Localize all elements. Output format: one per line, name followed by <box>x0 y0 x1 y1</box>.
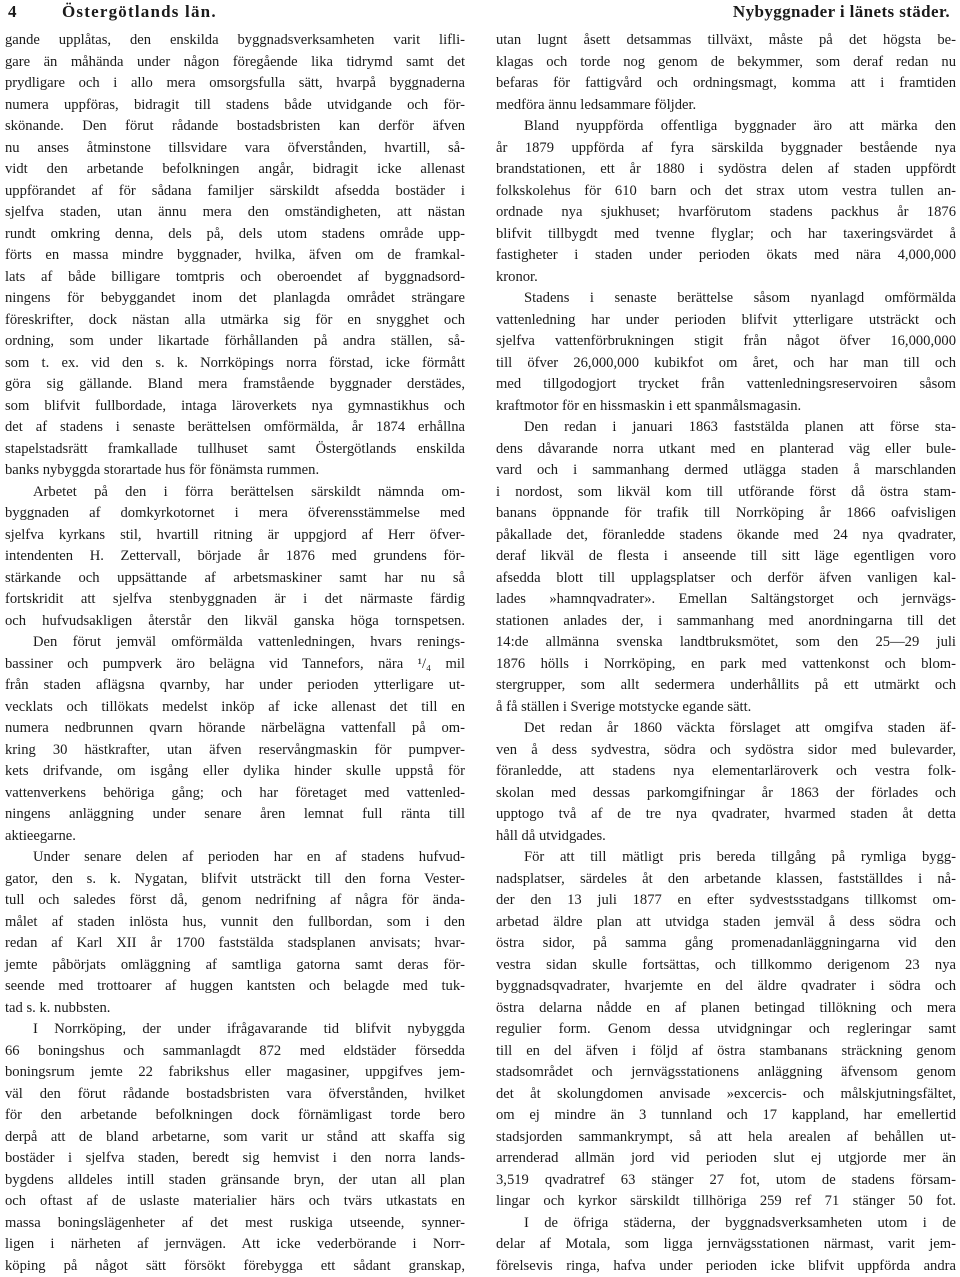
right-column-text-line: lingar och kyrkor särskildt tillhöriga 259 ref 71 stänger 50 fot. <box>496 1191 956 1213</box>
left-column-text-line: kring 30 hästkrafter, utan äfven reservångmaskin för pumpver- <box>5 740 465 762</box>
right-column-text-line: ven å dess sydvestra, södra och sydöstra sidor med bulevarder, <box>496 740 956 762</box>
left-column-text-line: bassiner och pumpverk äro belägna vid Tannefors, nära ¹/₄ mil <box>5 654 465 676</box>
right-column-text-line: å få ställen i Sverige motstycke egande sätt. <box>496 697 956 719</box>
right-column-text-line: stationen anlades der, i sammanhang med anordningarna till det <box>496 611 956 633</box>
left-column-text-line: vecklats och tillökats medelst inköp af icke allenast det till en <box>5 697 465 719</box>
left-column-text-line: seende med trottoarer af huggen kantsten och belagde med tuk- <box>5 976 465 998</box>
left-column-text-line: I Norrköping, der under ifrågavarande tid blifvit nybyggda <box>5 1019 465 1041</box>
right-column-text-line: skolan med dessas parkomgifningar år 1863 der förlades och <box>496 783 956 805</box>
right-column-text-line: östra sidor, på samma gång promenadanläggningarna vid den <box>496 933 956 955</box>
left-column-text-line: gator, den s. k. Nygatan, blifvit utsträckt till den forna Vester- <box>5 869 465 891</box>
right-column-text-line: brandstationen, ett år 1880 i sydöstra delen af staden uppfördt <box>496 159 956 181</box>
left-column-text-line: vidt den arbetande befolkningen angår, bidragit icke allenast <box>5 159 465 181</box>
left-column-text-line: fortskridit att sjelfva stenbyggnaden är i det närmaste färdig <box>5 589 465 611</box>
left-column-text-line: ligen i närheten af jernvägen. Att icke vederbörande i Norr- <box>5 1234 465 1256</box>
left-column-text-line: byggnaden af domkyrkotornet i mera öfverensstämmelse med <box>5 503 465 525</box>
right-column-text-line: deraf likväl de flesta i anseende till sitt läge egentligen voro <box>496 546 956 568</box>
left-column-text-line: föreskrifter, dock nästan alla utmärka sig för en snygghet och <box>5 310 465 332</box>
running-title-right: Nybyggnader i länets städer. <box>733 2 950 22</box>
left-column-text-line: det af stadens i senaste berättelsen omförmälda, år 1874 erhållna <box>5 417 465 439</box>
left-column-text-line: numera nedbrunnen qvarn hörande närbelägna vattenfall på om- <box>5 718 465 740</box>
right-column-text-line: klagas och torde nog genom de bekymmer, som deraf redan nu <box>496 52 956 74</box>
left-column-text-line: ningens anläggning under senare åren lemnat full ränta till <box>5 804 465 826</box>
right-column-text-line: 3,519 qvadratref 63 stänger 27 fot, utom de stadens försam- <box>496 1170 956 1192</box>
left-column-text-line: göra sig gällande. Bland mera framstående byggnader derstädes, <box>5 374 465 396</box>
right-column-text-line: delar af Motala, som ligga jernvägsstationen närmast, varit jem- <box>496 1234 956 1256</box>
right-column-text-line: kronor. <box>496 267 956 289</box>
right-column-text-line: stadsområdet och jernvägsstationens anläggning äfvensom genom <box>496 1062 956 1084</box>
right-column-text-line: Bland nyuppförda offentliga byggnader äro att märka den <box>496 116 956 138</box>
left-column-text-line: målet af staden inlösta hus, vunnit den fullbordan, som i den <box>5 912 465 934</box>
left-column-text-line: uppförandet af för sådana familjer särskildt afsedda bostäder i <box>5 181 465 203</box>
left-column-text-line: köping på något sätt försökt förebygga ett sådant granskap, <box>5 1256 465 1277</box>
right-column-text-line: håll då utvidgades. <box>496 826 956 848</box>
right-column-text-line: i nordost, som likväl kom till utförande först då östra stam- <box>496 482 956 504</box>
left-column-text-line: Den förut jemväl omförmälda vattenledningen, hvars renings- <box>5 632 465 654</box>
right-column-text-line: arrenderad allmän jord vid perioden slut ej utgjorde mer än <box>496 1148 956 1170</box>
left-column-text-line: som t. ex. vid den s. k. Norrköpings norra förstad, icke förmått <box>5 353 465 375</box>
right-column <box>496 30 956 1190</box>
right-column-text-line: till öfver 26,000,000 kubikfot om året, och har man till och <box>496 353 956 375</box>
right-column-text-line: kraftmotor för en hissmaskin i ett spanmålsmagasin. <box>496 396 956 418</box>
left-column-text-line: förts en massa mindre byggnader, hvilka, äfven om de framkal- <box>5 245 465 267</box>
right-column-text-line: sjelfva vattenförbrukningen stigit från något öfver 16,000,000 <box>496 331 956 353</box>
right-column-text-line: dens dåvarande norra utkant med en planterad väg eller bule- <box>496 439 956 461</box>
right-column-text-line: byggnadsqvadrater, hvarjemte en del äldre qvadrater i södra och <box>496 976 956 998</box>
right-column-text-line: För att till mätligt pris bereda tillgång på rymliga bygg- <box>496 847 956 869</box>
left-column-text-line: sjelfva kyrkans stil, hvartill ritning är uppgjord af Herr öfver- <box>5 525 465 547</box>
left-column-text-line: massa boningslägenheter af det mest ruskiga utseende, synner- <box>5 1213 465 1235</box>
right-column-text-line: regulier form. Genom dessa utvidgningar och regleringar samt <box>496 1019 956 1041</box>
right-column-text-line: der den 13 juli 1877 en efter sydvestsstadgans tillkomst om- <box>496 890 956 912</box>
left-column-text-line: rundt omkring denna, dels på, dels utom stadens område upp- <box>5 224 465 246</box>
right-column-text-line: Det redan år 1860 väckta förslaget att omgifva staden äf- <box>496 718 956 740</box>
right-column-text-line: lades »hamnqvadrater». Emellan Saltängstorget och jernvägs- <box>496 589 956 611</box>
right-column-text-line: till en del äfven i följd af östra stambanans sträckning genom <box>496 1041 956 1063</box>
left-column-text-line: aktieegarne. <box>5 826 465 848</box>
left-column-text-line: från staden aflägsna qvarnby, har under perioden ytterligare ut- <box>5 675 465 697</box>
left-column-text-line: prydligare och i allo mera omsorgsfulla sätt, hvarpå byggnaderna <box>5 73 465 95</box>
left-column-text-line: derpå att de bland arbetarne, som varit ur stånd att skaffa sig <box>5 1127 465 1149</box>
left-column-text-line: tull och saledes först då, genom nedrifning af några för ända- <box>5 890 465 912</box>
left-column-text-line: vattenverkens behöriga gång; och har företaget med vattenled- <box>5 783 465 805</box>
left-column-text-line: kets drifvande, om isgång eller dylika hinder skulle uppstå för <box>5 761 465 783</box>
left-column-text-line: sjelfva staden, utan ännu mera den omständigheten, att nästan <box>5 202 465 224</box>
page-header <box>0 0 960 26</box>
left-column-text-line: tad s. k. nubbsten. <box>5 998 465 1020</box>
right-column-text-line: stergrupper, som allt sedermera underhållits på ett utmärkt och <box>496 675 956 697</box>
right-column-text-line: nadsplatser, särdeles åt den arbetande klassen, fastställdes i nå- <box>496 869 956 891</box>
left-column-text-line: Under senare delen af perioden har en af stadens hufvud- <box>5 847 465 869</box>
left-column-text-line: 66 boningshus och sammanlagdt 872 med eldstäder försedda <box>5 1041 465 1063</box>
right-column-text-line: ordnade nya sjukhuset; hvarförutom stadens packhus år 1876 <box>496 202 956 224</box>
right-column-text-line: arbetad äldre plan att utvidga staden jemväl å dess södra och <box>496 912 956 934</box>
left-column-text-line: intendenten H. Zettervall, började år 1876 med grundens för- <box>5 546 465 568</box>
right-column-text-line: 14:de allmänna svenska landtbruksmötet, som den 25—29 juli <box>496 632 956 654</box>
right-column-text-line: blifvit tillbygdt med tvenne flyglar; och har taxeringsvärdet å <box>496 224 956 246</box>
left-column-text-line: banks nybyggda storartade hus för fönämsta rummen. <box>5 460 465 482</box>
right-column-text-line: det åt skolungdomen anvisade »excercis- och målskjutningsfältet, <box>496 1084 956 1106</box>
left-column-text-line: och oftast af de uslaste materialier härs och tvärs utkastats en <box>5 1191 465 1213</box>
right-column-text-line: upptogo två af de tre nya qvadrater, hvarmed staden åt detta <box>496 804 956 826</box>
right-column-text-line: afsedda blott till upplagsplatser och derför äfven vanligen kal- <box>496 568 956 590</box>
left-column-text-line: stapelstadsrätt framkallade tullhuset samt Östergötlands enskilda <box>5 439 465 461</box>
right-column-text-line: stadsjorden sammankrympt, så att hela arealen af behållen ut- <box>496 1127 956 1149</box>
left-column-text-line: och hufvudsakligen återstår den likväl ganska höga tornspetsen. <box>5 611 465 633</box>
right-column-text-line: I de öfriga städerna, der byggnadsverksamheten utom i de <box>496 1213 956 1235</box>
left-column-text-line: ordning, som under likartade förhållanden på andra ställen, så- <box>5 331 465 353</box>
right-column-text-line: utan lugnt åsett detsammas tillväxt, måste på det högsta be- <box>496 30 956 52</box>
right-column-text-line: Den redan i januari 1863 faststälda planen att förse sta- <box>496 417 956 439</box>
left-column-text-line: som blifvit fullbordade, intaga läroverkets nya gymnastikhus och <box>5 396 465 418</box>
left-column-text-line: lats af både billigare tomtpris och oberoendet af byggnadsord- <box>5 267 465 289</box>
left-column-text-line: gare än måhända under någon föregående lika tidrymd samt det <box>5 52 465 74</box>
right-column-text-line: banans öppnande för trafik till Norrköping år 1866 oafvisligen <box>496 503 956 525</box>
right-column-text-line: folkskolehus för 610 barn och det strax utom vestra tullen an- <box>496 181 956 203</box>
left-column-text-line: skönande. Den förut rådande bostadsbristen kan derför äfven <box>5 116 465 138</box>
right-column-text-line: 1876 hölls i Norrköping, en park med vattenkonst och blom- <box>496 654 956 676</box>
left-column-text-line: redan af Karl XII år 1700 faststälda stadsplanen anvisats; hvar- <box>5 933 465 955</box>
right-column-text-line: befaras för fattigvård och ordningsmagt, komma att i framtiden <box>496 73 956 95</box>
left-column-text-line: väl den förut rådande bostadsbristen vara öfverstånden, hvilket <box>5 1084 465 1106</box>
right-column-text-line: fastigheter i staden under perioden ökats med nära 4,000,000 <box>496 245 956 267</box>
running-title-left: Östergötlands län. <box>62 2 217 22</box>
right-column-text-line: östra delarna nådde en af planen betingad tillökning och mera <box>496 998 956 1020</box>
right-column-text-line: vattenledning har under perioden blifvit ytterligare utsträckt och <box>496 310 956 332</box>
right-column-text-line: år 1879 uppförda af fyra särskilda byggnader bestående nya <box>496 138 956 160</box>
left-column-text-line: nu anses åtminstone tillsvidare vara öfverstånden, hvartill, så- <box>5 138 465 160</box>
left-column-text-line: boningsrum jemte 22 fabrikshus eller magasiner, uppgifves jem- <box>5 1062 465 1084</box>
left-column-text-line: jemte påbörjats omläggning af samtliga gatorna samt deras för- <box>5 955 465 977</box>
left-column-text-line: numera uppföras, bidragit till stadens både utvidgande och för- <box>5 95 465 117</box>
page-number: 4 <box>8 2 17 22</box>
right-column-text-line: förelsevis ringa, hafva under perioden icke blifvit uppförda andra <box>496 1256 956 1277</box>
left-column-text-line: Arbetet på den i förra berättelsen särskildt nämnda om- <box>5 482 465 504</box>
right-column-text-line: Stadens i senaste berättelse såsom nyanlagd omförmälda <box>496 288 956 310</box>
right-column-text-line: vard och i sammanhang dermed utlägga staden å marschlanden <box>496 460 956 482</box>
left-column-text-line: bostäder i sjelfva staden, beredt sig hemvist i den norra lands- <box>5 1148 465 1170</box>
left-column-text-line: stärkande och uppsättande af arbetsmaskiner samt har nu så <box>5 568 465 590</box>
left-column-text-line: för den arbetande befolkningen dock förnämligast torde bero <box>5 1105 465 1127</box>
right-column-text-line: vestra sidan skulle fortsättas, och tillkommo derigenom 23 nya <box>496 955 956 977</box>
left-column-text-line: bygdens alldeles intill staden gränsande bryn, der utan all plan <box>5 1170 465 1192</box>
right-column-text-line: föranledde, att stadens nya elementarläroverk och vestra folk- <box>496 761 956 783</box>
right-column-text-line: påkallade det, föranledde stadens ökande med 24 nya qvadrater, <box>496 525 956 547</box>
right-column-text-line: om ej mindre än 3 tunnland och 17 kappland, har emellertid <box>496 1105 956 1127</box>
left-column-text-line: ningens för bebyggandet inom det planlagda området strängare <box>5 288 465 310</box>
right-column-text-line: medföra ännu ledsammare följder. <box>496 95 956 117</box>
right-column-text-line: med tillgodogjort trycket från vattenledningsreservoiren såsom <box>496 374 956 396</box>
left-column <box>5 30 465 1190</box>
left-column-text-line: gande upplåtas, den enskilda byggnadsverksamheten varit lifli- <box>5 30 465 52</box>
